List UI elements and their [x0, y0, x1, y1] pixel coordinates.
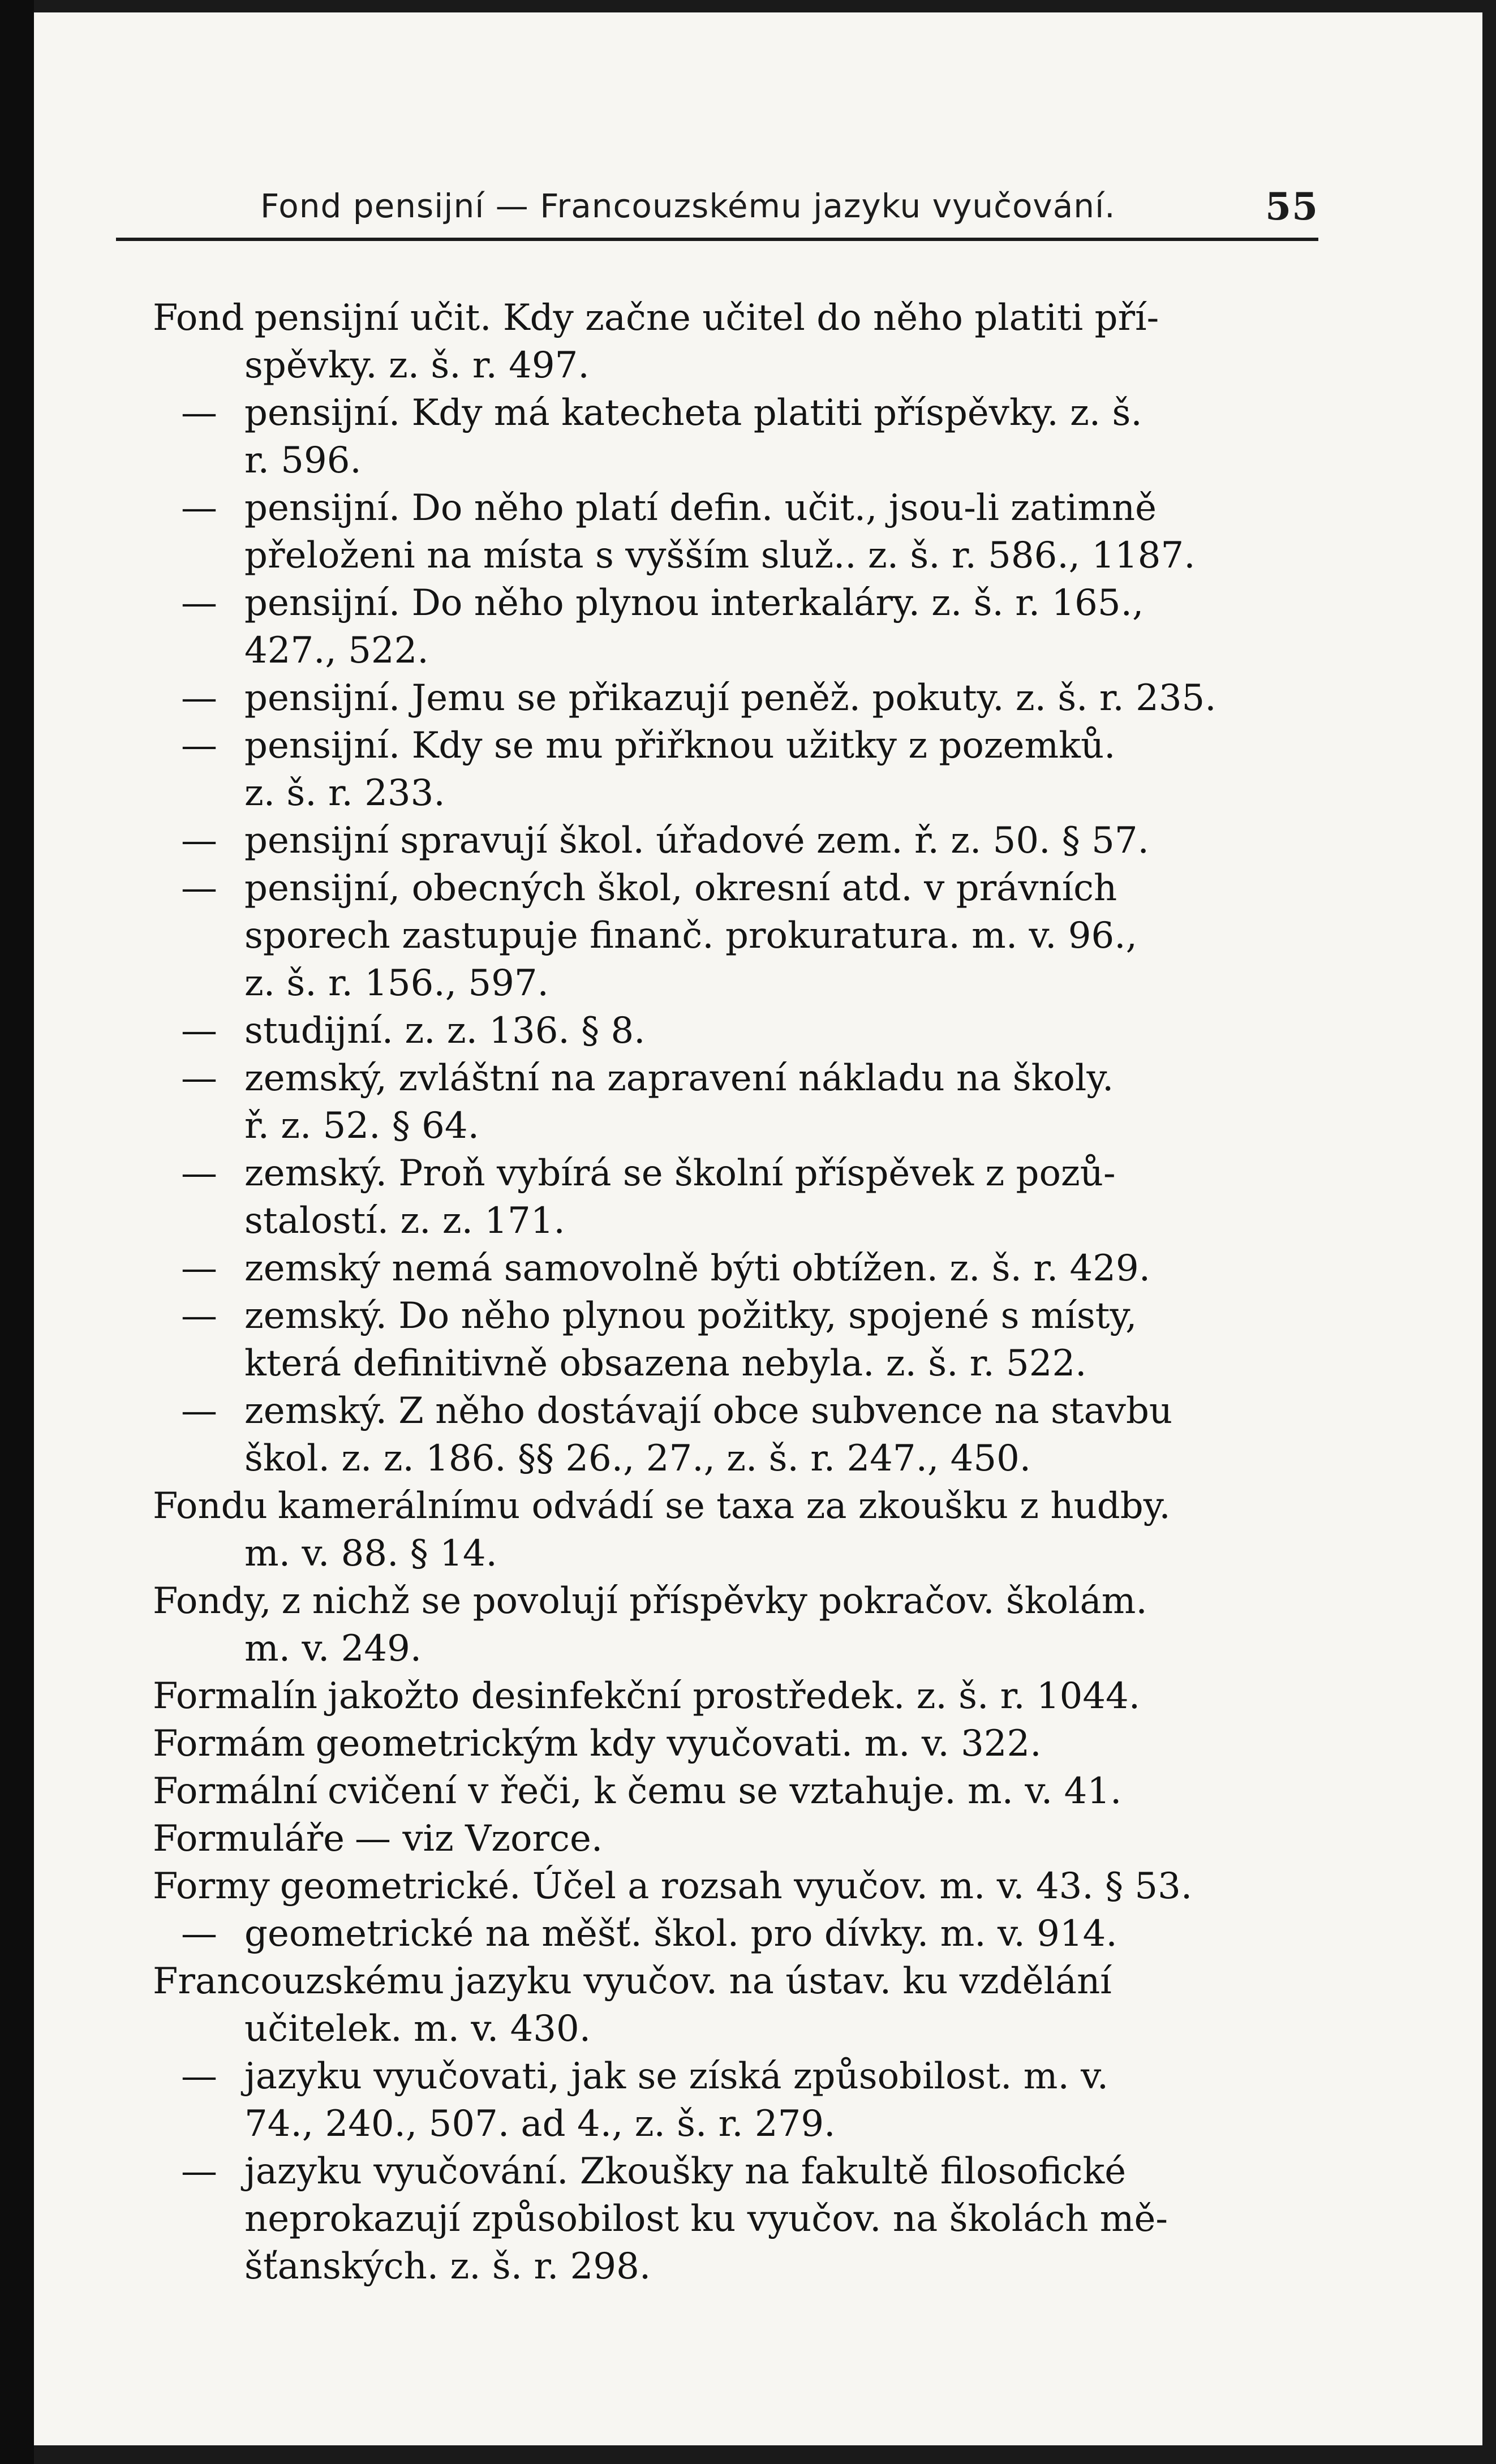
- entry-headword: Formalín: [153, 1675, 318, 1717]
- entry-line: 74., 240., 507. ad 4., z. š. r. 279.: [244, 2103, 836, 2145]
- entry-line: [153, 674, 1335, 722]
- entry-line: ř. z. 52. § 64.: [244, 1105, 479, 1147]
- entry-text: pensijní. Do něho platí defin. učit., jsou-li zatimně: [244, 487, 1157, 529]
- entry-dash: —: [181, 867, 217, 909]
- index-entry: [153, 1672, 1335, 1720]
- entry-headword: Formální: [153, 1770, 318, 1812]
- index-entry: [153, 865, 1335, 1007]
- entry-text: cvičení v řeči, k čemu se vztahuje. m. v. 41.: [328, 1770, 1122, 1812]
- entry-text: pensijní. Jemu se přikazují peněž. pokuty. z. š. r. 235.: [244, 677, 1216, 719]
- entry-line: [153, 1292, 1335, 1340]
- entry-text: geometrickým kdy vyučovati. m. v. 322.: [315, 1723, 1042, 1765]
- entry-text: jazyku vyučov. na ústav. ku vzdělání: [454, 1960, 1112, 2002]
- index-entry: [153, 389, 1335, 484]
- entry-line: [153, 1055, 1335, 1102]
- entry-dash: —: [181, 487, 217, 529]
- entry-text: pensijní, obecných škol, okresní atd. v právních: [244, 867, 1117, 909]
- entry-line: [153, 722, 1335, 769]
- index-entry: [153, 817, 1335, 865]
- entry-line: [153, 2053, 1335, 2100]
- entry-text: zemský, zvláštní na zapravení nákladu na školy.: [244, 1057, 1114, 1099]
- index-entry: [153, 2053, 1335, 2148]
- entry-text: z nichž se povolují příspěvky pokračov. školám.: [281, 1580, 1147, 1622]
- entry-line: [153, 1577, 1335, 1625]
- entry-line: z. š. r. 233.: [244, 772, 445, 814]
- entry-dash: —: [181, 1010, 217, 1052]
- index-entry: [153, 1768, 1335, 1815]
- entry-text: jakožto desinfekční prostředek. z. š. r. 1044.: [328, 1675, 1141, 1717]
- entry-dash: —: [181, 2056, 217, 2097]
- entry-dash: —: [181, 1913, 217, 1955]
- entry-dash: —: [181, 725, 217, 767]
- entry-text: jazyku vyučování. Zkoušky na fakultě filosofické: [244, 2151, 1127, 2192]
- entry-line: [153, 294, 1335, 342]
- entry-dash: —: [181, 1295, 217, 1337]
- entry-line: [153, 1815, 1335, 1863]
- index-entry: [153, 1863, 1335, 1910]
- index-entry: [153, 1007, 1335, 1055]
- entry-line: šťanských. z. š. r. 298.: [244, 2246, 651, 2287]
- scan-edge: [0, 0, 34, 2464]
- entry-line: spěvky. z. š. r. 497.: [244, 345, 590, 386]
- entry-line: [153, 1910, 1335, 1958]
- index-entry: [153, 1910, 1335, 1958]
- entry-dash: —: [181, 1248, 217, 1289]
- entry-line: [153, 1958, 1335, 2005]
- index-entry: [153, 722, 1335, 817]
- index-entry: [153, 579, 1335, 674]
- page-number: 55: [1265, 184, 1318, 229]
- entry-dash: —: [181, 392, 217, 434]
- index-entry: [153, 1720, 1335, 1768]
- entry-headword: Formy: [153, 1865, 270, 1907]
- entry-text: pensijní. Kdy se mu přiřknou užitky z pozemků.: [244, 725, 1116, 767]
- index-entry: [153, 1815, 1335, 1863]
- entry-text: pensijní. Kdy má katecheta platiti příspěvky. z. š.: [244, 392, 1142, 434]
- entry-line: [153, 1863, 1335, 1910]
- entry-dash: —: [181, 1390, 217, 1432]
- index-entry: [153, 1150, 1335, 1245]
- entry-line: stalostí. z. z. 171.: [244, 1200, 565, 1242]
- entry-line: přeloženi na místa s vyšším služ.. z. š. r. 586., 1187.: [244, 535, 1196, 577]
- entry-line: [153, 1007, 1335, 1055]
- entry-line: [153, 579, 1335, 627]
- entry-line: [153, 1245, 1335, 1292]
- entry-line: učitelek. m. v. 430.: [244, 2008, 591, 2050]
- entry-text: pensijní. Do něho plynou interkaláry. z. š. r. 165.,: [244, 582, 1144, 624]
- index-entry: [153, 1577, 1335, 1672]
- index-entry: [153, 1387, 1335, 1482]
- entry-line: z. š. r. 156., 597.: [244, 962, 549, 1004]
- entry-line: která definitivně obsazena nebyla. z. š. r. 522.: [244, 1343, 1087, 1384]
- entry-text: geometrické. Účel a rozsah vyučov. m. v. 43. § 53.: [280, 1865, 1193, 1907]
- entry-dash: —: [181, 677, 217, 719]
- entry-text: — viz Vzorce.: [355, 1818, 603, 1860]
- entry-dash: —: [181, 582, 217, 624]
- entry-line: [153, 1387, 1335, 1435]
- index-entry: [153, 1482, 1335, 1577]
- index-entry: [153, 484, 1335, 579]
- entry-text: pensijní spravují škol. úřadové zem. ř. z. 50. § 57.: [244, 820, 1149, 862]
- index-entry: [153, 1245, 1335, 1292]
- entry-line: [153, 1150, 1335, 1197]
- entry-dash: —: [181, 820, 217, 862]
- index-entry: [153, 1958, 1335, 2053]
- entry-headword: Francouzskému: [153, 1960, 445, 2002]
- entry-text: jazyku vyučovati, jak se získá způsobilost. m. v.: [244, 2056, 1109, 2097]
- entry-line: [153, 1768, 1335, 1815]
- entry-text: zemský. Proň vybírá se školní příspěvek z pozů-: [244, 1153, 1116, 1194]
- entry-line: sporech zastupuje finanč. prokuratura. m. v. 96.,: [244, 915, 1137, 957]
- header-title: Fond pensijní — Francouzskému jazyku vyučování.: [260, 187, 1116, 225]
- entry-line: [153, 2148, 1335, 2195]
- entry-text: zemský. Do něho plynou požitky, spojené s místy,: [244, 1295, 1137, 1337]
- entry-line: [153, 865, 1335, 912]
- entry-text: geometrické na měšť. škol. pro dívky. m. v. 914.: [244, 1913, 1117, 1955]
- entry-line: m. v. 249.: [244, 1628, 422, 1670]
- entry-line: [153, 1720, 1335, 1768]
- entry-headword: Fondu: [153, 1485, 268, 1527]
- index-entries: [153, 294, 1335, 2290]
- index-entry: [153, 1055, 1335, 1150]
- index-entry: [153, 294, 1335, 389]
- index-entry: [153, 2148, 1335, 2290]
- entry-text: kamerálnímu odvádí se taxa za zkoušku z hudby.: [277, 1485, 1171, 1527]
- entry-text: pensijní učit. Kdy začne učitel do něho platiti pří-: [254, 297, 1159, 339]
- index-entry: [153, 674, 1335, 722]
- index-entry: [153, 1292, 1335, 1387]
- entry-line: r. 596.: [244, 440, 362, 481]
- entry-line: m. v. 88. § 14.: [244, 1533, 497, 1575]
- entry-dash: —: [181, 1057, 217, 1099]
- entry-line: [153, 817, 1335, 865]
- entry-line: [153, 1672, 1335, 1720]
- running-header: [113, 164, 1318, 243]
- entry-text: zemský. Z něho dostávají obce subvence na stavbu: [244, 1390, 1173, 1432]
- entry-line: neprokazují způsobilost ku vyučov. na školách mě-: [244, 2198, 1168, 2240]
- entry-line: 427., 522.: [244, 630, 429, 672]
- entry-line: [153, 389, 1335, 437]
- entry-dash: —: [181, 2151, 217, 2192]
- entry-headword: Formám: [153, 1723, 306, 1765]
- entry-headword: Fond: [153, 297, 244, 339]
- entry-line: škol. z. z. 186. §§ 26., 27., z. š. r. 247., 450.: [244, 1438, 1031, 1480]
- entry-dash: —: [181, 1153, 217, 1194]
- entry-headword: Formuláře: [153, 1818, 345, 1860]
- entry-text: zemský nemá samovolně býti obtížen. z. š. r. 429.: [244, 1248, 1151, 1289]
- entry-line: [153, 484, 1335, 532]
- header-rule: [116, 238, 1318, 241]
- entry-headword: Fondy,: [153, 1580, 272, 1622]
- entry-line: [153, 1482, 1335, 1530]
- entry-text: studijní. z. z. 136. § 8.: [244, 1010, 646, 1052]
